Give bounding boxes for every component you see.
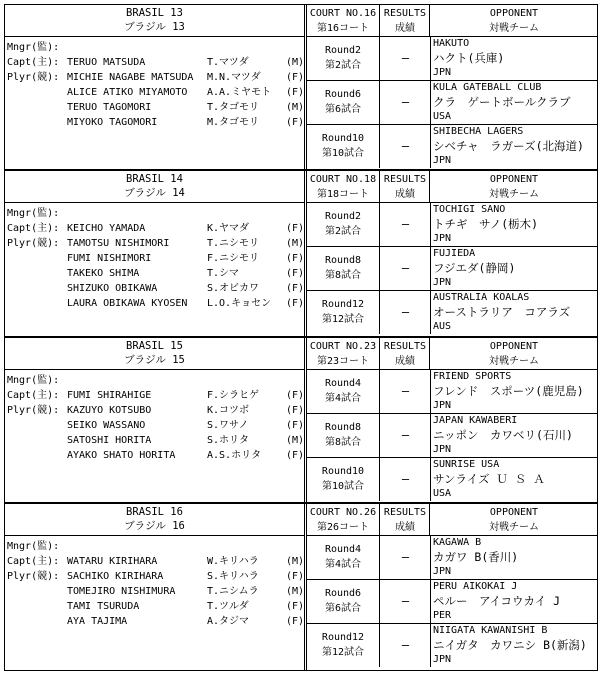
match-row (307, 247, 597, 291)
opponent-name-jp: ニッポン カワベリ(石川) (433, 428, 573, 442)
round-label-en: Round6 (324, 588, 362, 599)
court-header (307, 504, 380, 535)
match-row (307, 370, 597, 414)
player-gender: (F) (286, 298, 305, 309)
round-label-en: Round12 (321, 299, 365, 310)
roster-row (5, 539, 304, 554)
match-round (307, 458, 380, 501)
match-result: ― (381, 291, 431, 334)
roster-row (5, 554, 304, 569)
roster-row (5, 70, 304, 85)
roster-row (5, 433, 304, 448)
opponent-name-en: AUSTRALIA KOALAS (433, 292, 530, 303)
results-header (381, 5, 430, 36)
team-block (4, 337, 598, 503)
results-header-en: RESULTS (383, 507, 427, 518)
team-title-en: BRASIL 16 (126, 506, 183, 518)
team-title-jp: ブラジル 16 (124, 520, 185, 532)
opponent-name-jp: カガワ B(香川) (433, 550, 519, 564)
opponent-name-en: SHIBECHA LAGERS (433, 126, 524, 137)
opponent-header-en: OPPONENT (489, 8, 539, 19)
match-opponent (433, 370, 597, 413)
player-gender: (F) (286, 87, 305, 98)
opponent-country: PER (433, 610, 452, 621)
round-label-jp: 第12試合 (321, 647, 365, 658)
results-header-jp: 成績 (395, 189, 415, 200)
roster-row (5, 599, 304, 614)
match-round (307, 37, 380, 80)
match-row (307, 580, 597, 624)
match-row (307, 624, 597, 667)
schedule-header (307, 5, 597, 37)
opponent-country: JPN (433, 444, 452, 455)
match-result: ― (381, 203, 431, 246)
player-name: AYA TAJIMA (67, 616, 128, 627)
opponent-country: JPN (433, 233, 452, 244)
role-label: Plyr(競): (7, 405, 60, 416)
opponent-country: JPN (433, 566, 452, 577)
round-label-jp: 第6試合 (324, 104, 362, 115)
court-header (307, 5, 380, 36)
round-label-en: Round10 (321, 133, 365, 144)
match-result: ― (381, 37, 431, 80)
team-title-jp: ブラジル 15 (124, 354, 185, 366)
opponent-name-jp: ペルー アイコウカイ J (433, 594, 561, 608)
round-label-en: Round12 (321, 632, 365, 643)
roster-row (5, 236, 304, 251)
match-opponent (433, 536, 597, 579)
player-gender: (F) (286, 601, 305, 612)
court-header-en: COURT NO.16 (309, 8, 377, 19)
court-header-en: COURT NO.18 (309, 174, 377, 185)
team-title-en: BRASIL 14 (126, 173, 183, 185)
role-label: Mngr(監): (7, 208, 60, 219)
team-title-jp: ブラジル 13 (124, 21, 185, 33)
opponent-header (431, 171, 597, 202)
player-name-kana: L.O.キョセン (207, 298, 272, 309)
roster-row (5, 373, 304, 388)
opponent-name-jp: ニイガタ カワニシ B(新潟) (433, 638, 587, 652)
match-row (307, 81, 597, 125)
opponent-name-jp: フジエダ(静岡) (433, 261, 516, 275)
opponent-header-jp: 対戦チーム (489, 189, 539, 200)
player-name-kana: T.ニシモリ (207, 238, 260, 249)
player-name-kana: S.オビカワ (207, 283, 260, 294)
round-label-en: Round6 (324, 89, 362, 100)
player-gender: (M) (286, 586, 305, 597)
player-name-kana: S.ホリタ (207, 435, 250, 446)
schedule-panel (307, 504, 597, 670)
player-name-kana: W.キリハラ (207, 556, 259, 567)
player-gender: (F) (286, 420, 305, 431)
results-header-en: RESULTS (383, 341, 427, 352)
round-label-en: Round2 (324, 45, 362, 56)
player-name: FUMI NISHIMORI (67, 253, 152, 264)
player-gender: (F) (286, 283, 305, 294)
player-name: TOMEJIRO NISHIMURA (67, 586, 176, 597)
court-header (307, 171, 380, 202)
opponent-country: JPN (433, 67, 452, 78)
roster-row (5, 85, 304, 100)
player-gender: (F) (286, 268, 305, 279)
match-opponent (433, 291, 597, 334)
court-header (307, 338, 380, 369)
roster-row (5, 100, 304, 115)
roster-row (5, 40, 304, 55)
match-row (307, 37, 597, 81)
player-name-kana: S.キリハラ (207, 571, 259, 582)
opponent-header (431, 5, 597, 36)
roster-row (5, 418, 304, 433)
opponent-header (431, 338, 597, 369)
roster-row (5, 388, 304, 403)
results-header-en: RESULTS (383, 174, 427, 185)
results-header (381, 171, 430, 202)
opponent-name-en: NIIGATA KAWANISHI B (433, 625, 548, 636)
roster-row (5, 614, 304, 629)
opponent-country: USA (433, 488, 452, 499)
opponent-name-en: JAPAN KAWABERI (433, 415, 518, 426)
role-label: Plyr(競): (7, 571, 60, 582)
player-name-kana: A.タジマ (207, 616, 250, 627)
match-result: ― (381, 580, 431, 623)
opponent-name-jp: サンライズ Ｕ Ｓ Ａ (433, 472, 545, 486)
match-result: ― (381, 624, 431, 667)
match-round (307, 125, 380, 168)
results-header (381, 338, 430, 369)
roster-row (5, 55, 304, 70)
round-label-jp: 第2試合 (324, 226, 362, 237)
player-gender: (M) (286, 102, 305, 113)
player-gender: (M) (286, 57, 305, 68)
court-header-en: COURT NO.23 (309, 341, 377, 352)
opponent-header-jp: 対戦チーム (489, 356, 539, 367)
role-label: Mngr(監): (7, 541, 60, 552)
player-gender: (F) (286, 450, 305, 461)
player-name: MIYOKO TAGOMORI (67, 117, 158, 128)
match-round (307, 247, 380, 290)
player-gender: (F) (286, 390, 305, 401)
roster-row (5, 584, 304, 599)
opponent-header-en: OPPONENT (489, 174, 539, 185)
roster-row (5, 206, 304, 221)
roster-row (5, 115, 304, 130)
player-name-kana: T.ニシムラ (207, 586, 259, 597)
match-opponent (433, 37, 597, 80)
player-name: SHIZUKO OBIKAWA (67, 283, 158, 294)
match-opponent (433, 624, 597, 667)
match-row (307, 414, 597, 458)
opponent-header-en: OPPONENT (489, 341, 539, 352)
team-roster-panel (5, 171, 307, 336)
role-label: Plyr(競): (7, 238, 60, 249)
round-label-jp: 第6試合 (324, 603, 362, 614)
match-row (307, 458, 597, 501)
opponent-header (431, 504, 597, 535)
match-opponent (433, 81, 597, 124)
role-label: Mngr(監): (7, 42, 60, 53)
match-opponent (433, 414, 597, 457)
player-gender: (M) (286, 435, 305, 446)
opponent-header-jp: 対戦チーム (489, 522, 539, 533)
player-name-kana: T.マツダ (207, 57, 249, 68)
player-name-kana: T.タゴモリ (207, 102, 260, 113)
opponent-country: JPN (433, 400, 452, 411)
player-name: LAURA OBIKAWA KYOSEN (67, 298, 188, 309)
round-label-jp: 第12試合 (321, 314, 365, 325)
team-roster-panel (5, 338, 307, 502)
role-label: Capt(主): (7, 223, 60, 234)
player-name: SATOSHI HORITA (67, 435, 152, 446)
schedule-header (307, 171, 597, 203)
player-name: TERUO TAGOMORI (67, 102, 152, 113)
team-block (4, 4, 598, 170)
player-gender: (F) (286, 253, 305, 264)
role-label: Mngr(監): (7, 375, 60, 386)
court-header-en: COURT NO.26 (309, 507, 377, 518)
match-result: ― (381, 247, 431, 290)
match-round (307, 291, 380, 334)
round-label-en: Round10 (321, 466, 365, 477)
player-name-kana: T.ツルダ (207, 601, 249, 612)
player-gender: (F) (286, 117, 305, 128)
player-name: ALICE ATIKO MIYAMOTO (67, 87, 188, 98)
player-name-kana: F.ニシモリ (207, 253, 260, 264)
team-block (4, 170, 598, 337)
match-round (307, 624, 380, 667)
opponent-header-en: OPPONENT (489, 507, 539, 518)
opponent-name-en: KAGAWA B (433, 537, 482, 548)
opponent-country: JPN (433, 277, 452, 288)
schedule-header (307, 338, 597, 370)
round-label-jp: 第10試合 (321, 481, 365, 492)
round-label-en: Round4 (324, 544, 362, 555)
match-round (307, 580, 380, 623)
court-header-jp: 第18コート (316, 189, 370, 200)
match-result: ― (381, 458, 431, 501)
roster-divider (5, 36, 304, 37)
opponent-name-jp: フレンド スポーツ(鹿児島) (433, 384, 584, 398)
roster-row (5, 266, 304, 281)
player-gender: (F) (286, 616, 305, 627)
opponent-header-jp: 対戦チーム (489, 23, 539, 34)
player-gender: (M) (286, 238, 305, 249)
court-header-jp: 第23コート (316, 356, 370, 367)
team-block (4, 503, 598, 671)
role-label: Capt(主): (7, 57, 60, 68)
player-gender: (F) (286, 405, 305, 416)
roster-row (5, 281, 304, 296)
player-name: TAKEKO SHIMA (67, 268, 140, 279)
round-label-jp: 第2試合 (324, 60, 362, 71)
player-name-kana: M.タゴモリ (207, 117, 260, 128)
results-header (381, 504, 430, 535)
match-round (307, 536, 380, 579)
team-roster-panel (5, 5, 307, 169)
schedule-panel (307, 5, 597, 169)
match-opponent (433, 247, 597, 290)
opponent-name-en: KULA GATEBALL CLUB (433, 82, 542, 93)
opponent-name-en: FUJIEDA (433, 248, 476, 259)
player-name-kana: K.ヤマダ (207, 223, 250, 234)
opponent-name-en: SUNRISE USA (433, 459, 500, 470)
player-name-kana: T.シマ (207, 268, 240, 279)
roster-row (5, 296, 304, 311)
team-title-jp: ブラジル 14 (124, 187, 185, 199)
round-label-en: Round8 (324, 422, 362, 433)
opponent-name-jp: クラ ゲートボールクラブ (433, 95, 571, 109)
player-name-kana: A.S.ホリタ (207, 450, 262, 461)
match-row (307, 203, 597, 247)
round-label-jp: 第8試合 (324, 270, 362, 281)
opponent-name-en: TOCHIGI SANO (433, 204, 506, 215)
role-label: Capt(主): (7, 390, 60, 401)
opponent-name-en: HAKUTO (433, 38, 470, 49)
round-label-jp: 第4試合 (324, 559, 362, 570)
opponent-name-jp: オーストラリア コアラズ (433, 305, 571, 319)
player-name: KAZUYO KOTSUBO (67, 405, 152, 416)
opponent-name-jp: トチギ サノ(栃木) (433, 217, 539, 231)
match-round (307, 414, 380, 457)
player-name: SACHIKO KIRIHARA (67, 571, 164, 582)
round-label-en: Round8 (324, 255, 362, 266)
team-title-en: BRASIL 15 (126, 340, 183, 352)
player-name-kana: M.N.マツダ (207, 72, 261, 83)
opponent-name-jp: シベチャ ラガーズ(北海道) (433, 139, 584, 153)
opponent-country: JPN (433, 155, 452, 166)
player-gender: (F) (286, 72, 305, 83)
player-name-kana: S.ワサノ (207, 420, 249, 431)
player-name: AYAKO SHATO HORITA (67, 450, 176, 461)
role-label: Capt(主): (7, 556, 60, 567)
opponent-country: JPN (433, 654, 452, 665)
player-gender: (M) (286, 556, 305, 567)
player-name: SEIKO WASSANO (67, 420, 146, 431)
round-label-jp: 第4試合 (324, 393, 362, 404)
match-opponent (433, 580, 597, 623)
match-opponent (433, 203, 597, 246)
roster-divider (5, 202, 304, 203)
roster-row (5, 448, 304, 463)
player-name: TAMOTSU NISHIMORI (67, 238, 170, 249)
court-header-jp: 第16コート (316, 23, 370, 34)
match-round (307, 203, 380, 246)
team-title-en: BRASIL 13 (126, 7, 183, 19)
match-result: ― (381, 414, 431, 457)
match-opponent (433, 458, 597, 501)
match-opponent (433, 125, 597, 168)
round-label-jp: 第8試合 (324, 437, 362, 448)
player-name: KEICHO YAMADA (67, 223, 146, 234)
schedule-panel (307, 171, 597, 336)
opponent-name-jp: ハクト(兵庫) (433, 51, 505, 65)
roster-row (5, 221, 304, 236)
player-name: FUMI SHIRAHIGE (67, 390, 152, 401)
opponent-country: AUS (433, 321, 452, 332)
player-name-kana: K.コツボ (207, 405, 250, 416)
results-header-en: RESULTS (383, 8, 427, 19)
roster-divider (5, 369, 304, 370)
match-round (307, 81, 380, 124)
schedule-header (307, 504, 597, 536)
court-header-jp: 第26コート (316, 522, 370, 533)
match-result: ― (381, 370, 431, 413)
player-name: TERUO MATSUDA (67, 57, 146, 68)
role-label: Plyr(競): (7, 72, 60, 83)
roster-row (5, 403, 304, 418)
player-name: MICHIE NAGABE MATSUDA (67, 72, 194, 83)
player-name-kana: F.シラヒゲ (207, 390, 260, 401)
schedule-panel (307, 338, 597, 502)
match-result: ― (381, 536, 431, 579)
results-header-jp: 成績 (395, 356, 415, 367)
roster-divider (5, 535, 304, 536)
match-round (307, 370, 380, 413)
match-row (307, 291, 597, 334)
match-row (307, 536, 597, 580)
roster-row (5, 251, 304, 266)
player-name: TAMI TSURUDA (67, 601, 140, 612)
team-roster-panel (5, 504, 307, 670)
opponent-name-en: PERU AIKOKAI J (433, 581, 518, 592)
roster-row (5, 569, 304, 584)
match-row (307, 125, 597, 168)
results-header-jp: 成績 (395, 23, 415, 34)
round-label-jp: 第10試合 (321, 148, 365, 159)
player-name: WATARU KIRIHARA (67, 556, 158, 567)
player-name-kana: A.A.ミヤモト (207, 87, 272, 98)
opponent-name-en: FRIEND SPORTS (433, 371, 512, 382)
results-header-jp: 成績 (395, 522, 415, 533)
player-gender: (F) (286, 571, 305, 582)
match-result: ― (381, 125, 431, 168)
player-gender: (F) (286, 223, 305, 234)
round-label-en: Round4 (324, 378, 362, 389)
round-label-en: Round2 (324, 211, 362, 222)
opponent-country: USA (433, 111, 452, 122)
match-result: ― (381, 81, 431, 124)
